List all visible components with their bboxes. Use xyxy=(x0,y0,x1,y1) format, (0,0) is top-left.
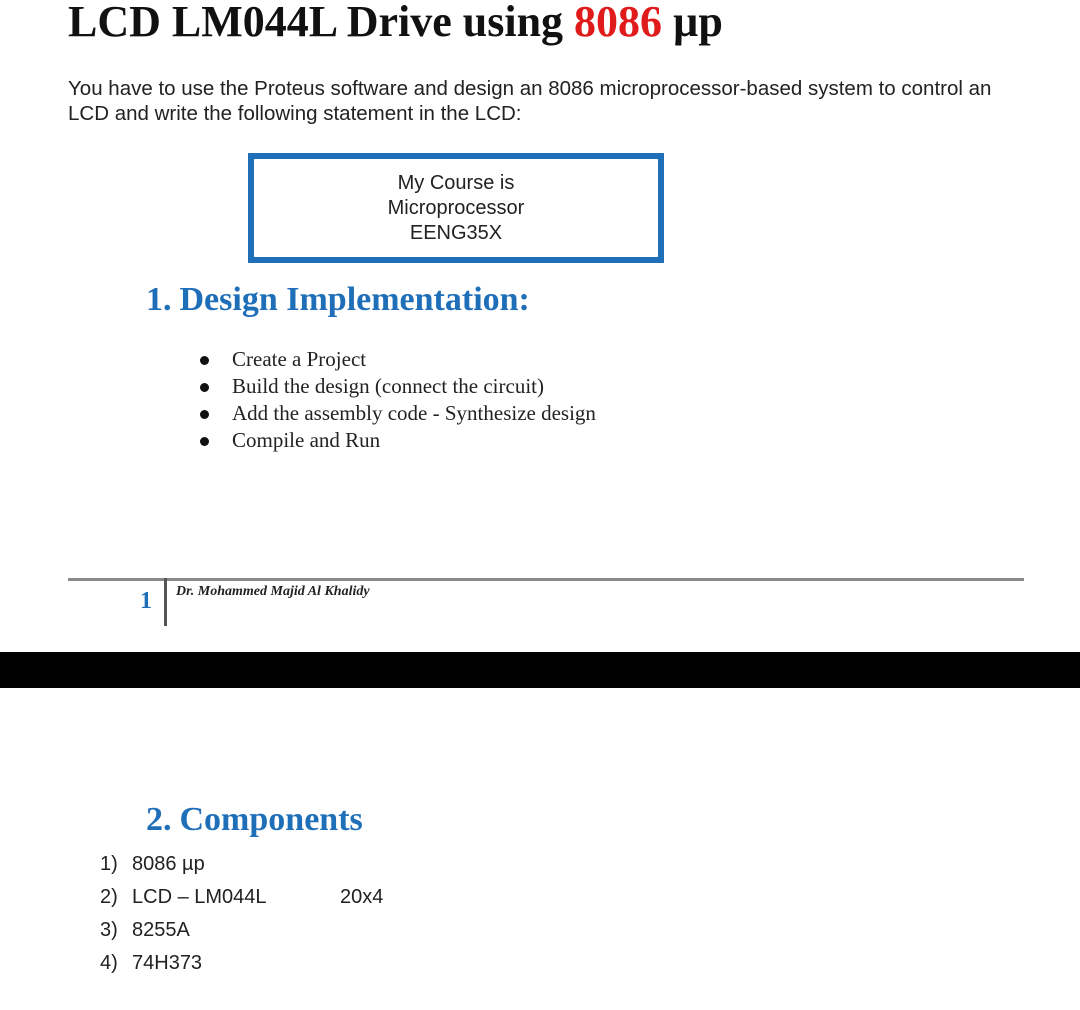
step-label: Build the design (connect the circuit) xyxy=(232,374,544,398)
list-item xyxy=(100,848,383,881)
item-index: 4) xyxy=(100,952,118,974)
page-break-band xyxy=(0,652,1080,688)
bullet-icon xyxy=(200,356,209,365)
title-suffix: µp xyxy=(662,0,723,46)
list-item xyxy=(100,914,383,947)
step-label: Compile and Run xyxy=(232,428,381,452)
section-1-heading xyxy=(146,280,530,320)
footer-divider xyxy=(68,578,1024,581)
lcd-statement-box xyxy=(248,153,664,263)
item-name: 8255A xyxy=(132,919,190,941)
item-name: 74H373 xyxy=(132,952,203,974)
title-prefix: LCD LM044L Drive using xyxy=(68,0,575,46)
list-item xyxy=(100,947,383,980)
footer-author: Dr. Mohammed Majid Al Khalidy xyxy=(176,584,370,599)
footer-vertical-divider xyxy=(164,578,167,626)
item-name: 8086 µp xyxy=(132,853,205,875)
bullet-icon xyxy=(200,383,209,392)
title-accent: 8086 xyxy=(574,0,663,46)
list-item xyxy=(198,373,596,400)
list-item xyxy=(198,346,596,373)
components-list xyxy=(100,848,383,980)
lcd-line-1: My Course is xyxy=(397,171,515,194)
item-note: 20x4 xyxy=(340,886,384,908)
bullet-icon xyxy=(200,410,209,419)
section-2-title: Components xyxy=(179,801,363,838)
design-steps-list xyxy=(198,346,596,454)
bullet-icon xyxy=(200,437,209,446)
item-index: 1) xyxy=(100,853,118,875)
lcd-line-2: Microprocessor xyxy=(387,196,525,219)
section-1-number: 1. xyxy=(146,281,172,318)
item-index: 3) xyxy=(100,919,118,941)
list-item xyxy=(198,400,596,427)
item-name: LCD – LM044L xyxy=(132,886,267,908)
list-item xyxy=(100,881,383,914)
list-item xyxy=(198,427,596,454)
lcd-line-3: EENG35X xyxy=(409,221,503,244)
step-label: Add the assembly code - Synthesize design xyxy=(232,401,596,425)
step-label: Create a Project xyxy=(232,347,367,371)
section-2-number: 2. xyxy=(146,801,172,838)
section-2-heading xyxy=(146,800,363,840)
page-title xyxy=(68,0,723,48)
page-number: 1 xyxy=(140,588,152,614)
section-1-title: Design Implementation: xyxy=(179,281,530,318)
intro-paragraph: You have to use the Proteus software and design an 8086 microprocessor-based system to control an LCD and write the following statement in the LCD: xyxy=(68,77,992,125)
item-index: 2) xyxy=(100,886,118,908)
